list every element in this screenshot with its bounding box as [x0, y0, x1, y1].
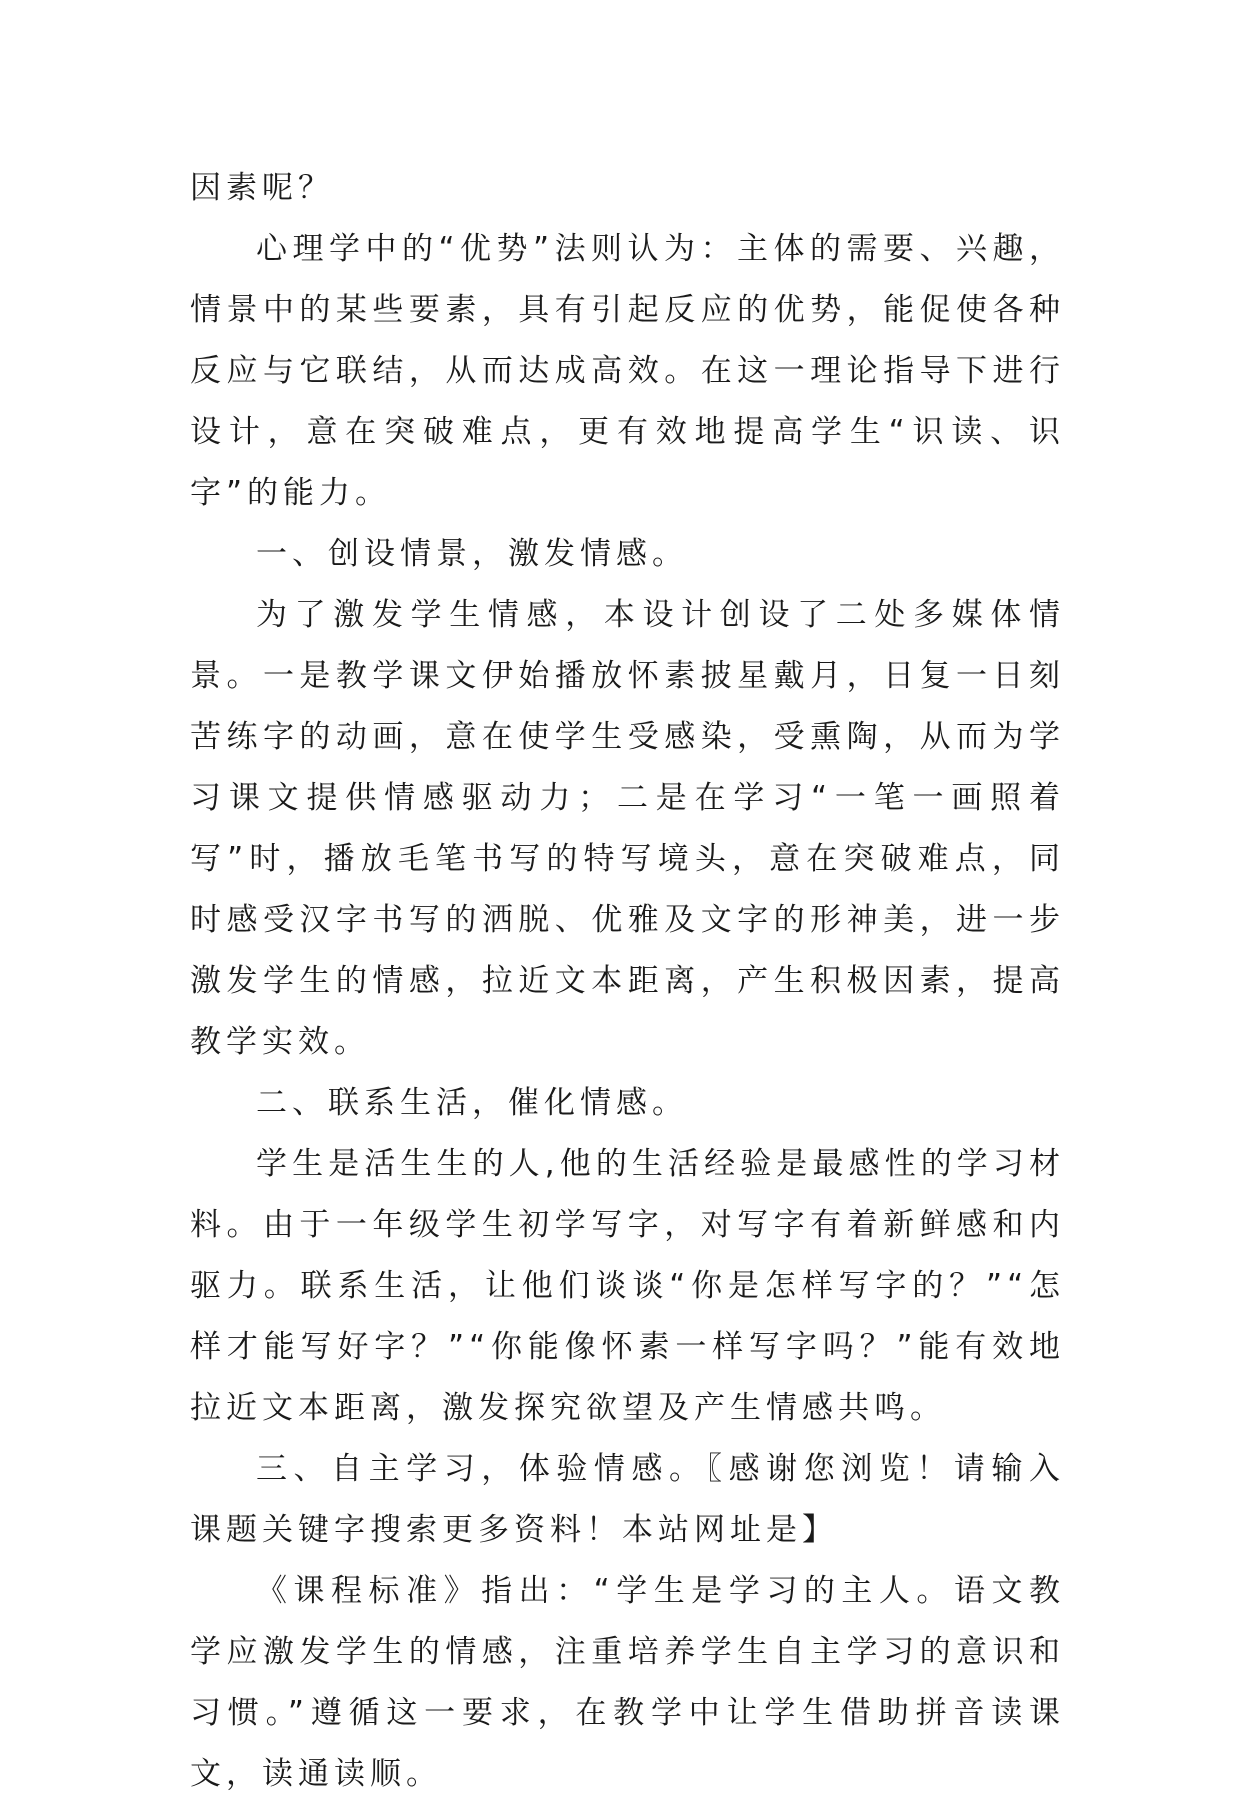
section-heading: 二、联系生活，催化情感。 — [256, 1085, 688, 1121]
section-heading: 三、自主学习，体验情感。〖感谢您浏览！请输入课题关键字搜索更多资料！本站网址是】 — [190, 1451, 1065, 1548]
paragraph: 《课程标准》指出：“学生是学习的主人。语文教学应激发学生的情感，注重培养学生自主学习的意识和习惯。”遵循这一要求，在教学中让学生借助拼音读课文，读通读顺。 — [190, 1573, 1065, 1792]
document-body — [190, 158, 1065, 1805]
section-heading: 一、创设情景，激发情感。 — [256, 536, 688, 572]
paragraph: 因素呢？ — [190, 170, 334, 206]
paragraph: 心理学中的“优势”法则认为：主体的需要、兴趣，情景中的某些要素，具有引起反应的优势，能促使各种反应与它联结，从而达成高效。在这一理论指导下进行设计，意在突破难点，更有效地提高学生“识读、识字”的能力。 — [190, 231, 1065, 511]
paragraph: 学生是活生生的人,他的生活经验是最感性的学习材料。由于一年级学生初学写字，对写字有着新鲜感和内驱力。联系生活，让他们谈谈“你是怎样写字的？”“怎样才能写好字？”“你能像怀素一样写字吗？”能有效地拉近文本距离，激发探究欲望及产生情感共鸣。 — [190, 1146, 1065, 1426]
paragraph: 为了激发学生情感，本设计创设了二处多媒体情景。一是教学课文伊始播放怀素披星戴月，日复一日刻苦练字的动画，意在使学生受感染，受熏陶，从而为学习课文提供情感驱动力；二是在学习“一笔一画照着写”时，播放毛笔书写的特写境头，意在突破难点，同时感受汉字书写的洒脱、优雅及文字的形神美，进一步激发学生的情感，拉近文本距离，产生积极因素，提高教学实效。 — [190, 597, 1065, 1060]
